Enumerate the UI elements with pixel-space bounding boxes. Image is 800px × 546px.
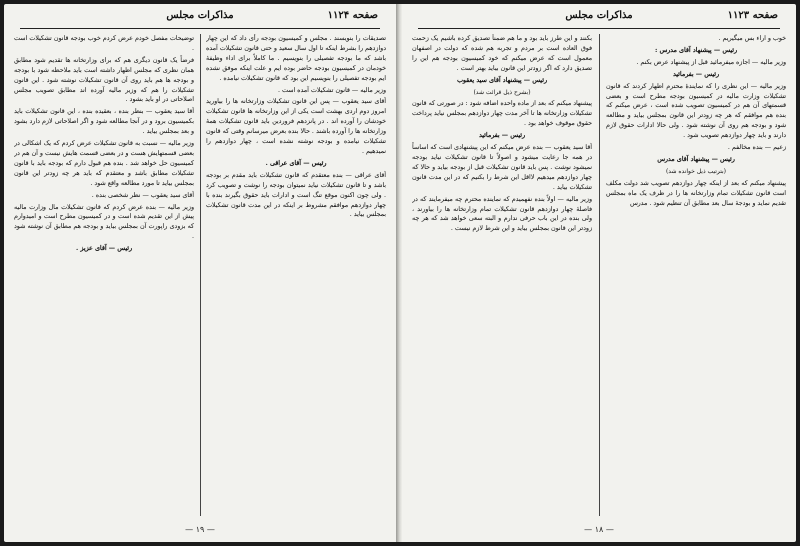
paragraph: رئیس — آقای عراقی . xyxy=(265,159,327,167)
paragraph: (بشرح ذیل قرائت شد) xyxy=(473,88,531,96)
paragraph: وزیر مالیه — اولاً بنده نفهمیدم که نماینده محترم چه میفرمایند که در فاصلهٔ چهار دوازدهم قانون تشکیلات تمام وزارتخانه ها را بیاورند ، ولی بنده در این باب حرفی ندارم و البته سعی خواهد شد که هر چه زودتر این قانون بمجلس بیاید و این شرط لازم نیست . xyxy=(412,195,592,233)
paragraph: وزیر مالیه — نسبت به قانون تشکیلات عرض کردم که یک اشکالی در بعضی قسمتهایش هست و در بعضی قسمت هایش نیست و آن هم در کمیسیون حل خواهد شد . بنده هم قبول دارم که بودجه باید با قانون تشکیلات مطابق باشد و معتقدم که باید هر چه زودتر این قانون بمجلس بیاید تا مورد مطالعه واقع شود . xyxy=(14,140,194,187)
right-page-right-column xyxy=(606,34,786,516)
paragraph: آقا سید یعقوب — بنده عرض میکنم که این پیشنهادی است که اساساً در همه جا رعایت میشود و اصولاً تا قانون تشکیلات نیاید بودجه نمیشود نوشت . پس باید قانون تشکیلات قبل از بودجه بیاید و حالا که چهار دوازدهم میدهیم لااقل این شرط را بکنیم که در این مدت قانون تشکیلات بیاید . xyxy=(412,144,592,191)
header-rule xyxy=(418,28,780,29)
paragraph: توضیحات مفصل خودم عرض کردم خوب بودجه قانون تشکیلات است . xyxy=(14,35,194,52)
paragraph: آقای عراقی — بنده معتقدم که قانون تشکیلات باید مقدم بر بودجه باشد و تا قانون تشکیلات نیاید نمیتوان بودجه را نوشت و تصویب کرد . ولی چون اکنون موقع تنگ است و ادارات باید حقوق بگیرند بنده با چهار دوازدهم موافقم مشروط بر اینکه در این مدت قانون تشکیلات بمجلس بیاید . xyxy=(206,171,386,219)
right-page-columns xyxy=(412,34,786,516)
right-page-header xyxy=(420,10,778,28)
paragraph: خوب و اراء بس میگیریم . xyxy=(718,35,786,42)
paragraph: وزیر مالیه — بنده عرض کردم که قانون تشکیلات مال وزارت مالیه پیش از این تقدیم شده است و در کمیسیون مطرح است و امیدوارم که بزودی راپورت آن بمجلس بیاید و بودجه هم مطابق آن نوشته شود . xyxy=(14,203,194,241)
right-page-footer: — ۱۸ — xyxy=(584,525,614,534)
paragraph: وزیر مالیه — اجازه میفرمائید قبل از پیشنهاد عرض بکنم . xyxy=(636,58,786,66)
right-page-number: صفحه ۱۱۲۳ xyxy=(727,10,778,21)
paragraph: رئیس — پیشنهاد آقای مدرس : xyxy=(654,46,738,54)
paragraph: بکنند و این طرز باید بود و ما هم ضمناً تصدیق کرده باشیم یک زحمت فوق العاده است بر مردم و تجربه هم شده که دولت در اصفهان معمول است که عرض میکنم که خود کمیسیون بودجه هم این را تصدیق دارد که اگر زودتر این قانون بیاید بهتر است . xyxy=(412,35,592,72)
column-divider xyxy=(599,34,600,516)
left-page xyxy=(4,4,397,542)
paragraph: فرضاً یک قانون دیگری هم که برای وزارتخانه ها تقدیم شود مطابق همان نظری که مجلس اظهار داشته است باید ملاحظه شود با بودجه و بودجه ها هم باید روی آن قانون تشکیلات نوشته شود . این قانون تشکیلات را هم که وزیر مالیه آورده اند مطابق تصویب مجلس اصلاحاتی در او باید بشود . xyxy=(14,56,194,104)
paragraph: (بترتیب ذیل خوانده شد) xyxy=(665,167,727,175)
left-page-right-column xyxy=(206,34,386,516)
right-page-title: مذاکرات مجلس xyxy=(565,10,633,21)
header-rule xyxy=(20,28,380,29)
right-page-left-column xyxy=(412,34,592,516)
left-page-left-column xyxy=(14,34,194,516)
book-spread xyxy=(4,4,796,542)
right-page xyxy=(402,4,796,542)
paragraph: رئیس — بفرمائید xyxy=(478,132,526,140)
paragraph: پیشنهاد میکنم که بعد از ماده واحده اضافه شود : در صورتی که قانون تشکیلات وزارتخانه ها تا آخر مدت چهار دوازدهم بمجلس نیاید پرداخت حقوق موقوف خواهد بود . xyxy=(412,100,592,128)
column-divider xyxy=(200,34,201,516)
paragraph: پیشنهاد میکنم که بعد از اینکه چهار دوازدهم تصویب شد دولت مکلف است قانون تشکیلات تمام وزارتخانه ها را در ظرف یک ماه بمجلس تقدیم نماید و بودجهٔ سال بعد مطابق آن تنظیم شود . مدرس xyxy=(606,179,786,207)
left-page-title: مذاکرات مجلس xyxy=(166,10,234,21)
left-page-columns xyxy=(14,34,386,516)
paragraph: رئیس — پیشنهاد آقای مدرس xyxy=(657,155,735,163)
paragraph: تصدیقات را بنویسند . مجلس و کمیسیون بودجه رأی داد که این چهار دوازدهم را بشرط اینکه تا اول سال سعید و حتی قانون تشکیلات آمده باشد که ما بودجه تفصیلی را بنویسیم . ما کاملاً برای اداء وظیفهٔ خودمان در کمیسیون بودجه حاضر بوده ایم و علت اینکه موفق نشده ایم بودجه تفصیلی را بنویسیم این بود که قانون تشکیلات نیامده . xyxy=(206,35,386,82)
paragraph: آقا سید یعقوب — بنظر بنده ، بعقیده بنده ، این قانون تشکیلات باید بکمیسیون برود و در آنجا مطالعه شود و اگر اصلاحاتی لازم دارد بشود و بعد بمجلس بیاید . xyxy=(14,108,194,136)
left-page-number: صفحه ۱۱۲۴ xyxy=(327,10,378,21)
paragraph: وزیر مالیه — این نظری را که نمایندهٔ محترم اظهار کردند که قانون تشکیلات وزارت مالیه در کمیسیون بودجه مطرح است و بعضی قسمتهای آن هم در کمیسیون تصویب شده است ، عرض میکنم که بنده هم موافقم که هر چه زودتر این قانون بمجلس بیاید و مطالعه شود و بودجه هم روی آن نوشته شود . ولی حالا ادارات حقوق لازم دارند و باید چهار دوازدهم تصویب شود . xyxy=(606,82,786,140)
paragraph: زعیم — بنده مخالفم . xyxy=(727,144,786,152)
left-page-footer: — ۱۹ — xyxy=(185,525,215,534)
paragraph: رئیس — پیشنهاد آقای سید یعقوب xyxy=(456,76,548,84)
paragraph: آقای سید یعقوب — پس این قانون تشکیلات وزارتخانه ها را بیاورید امروز دوم اردی بهشت است یکی از این وزارتخانه ها قانون تشکیلات خودشان را آورده اند . در پانزدهم فروردین باید قانون تشکیلات همهٔ وزارتخانه ها را آورده باشند . حالا بنده بعرض میرسانم وقتی که قانون تشکیلات نیامده و بودجه نوشته نشده است ، چهار دوازدهم را نمیدهیم . xyxy=(206,98,386,155)
left-page-header xyxy=(22,10,378,28)
paragraph: رئیس — آقای عزیز . xyxy=(75,245,133,253)
paragraph: وزیر مالیه — قانون تشکیلات آمده است . xyxy=(277,86,386,94)
paragraph: آقای سید یعقوب — نظر شخصی بنده . xyxy=(91,191,194,199)
paragraph: رئیس — بفرمائید xyxy=(672,70,720,78)
